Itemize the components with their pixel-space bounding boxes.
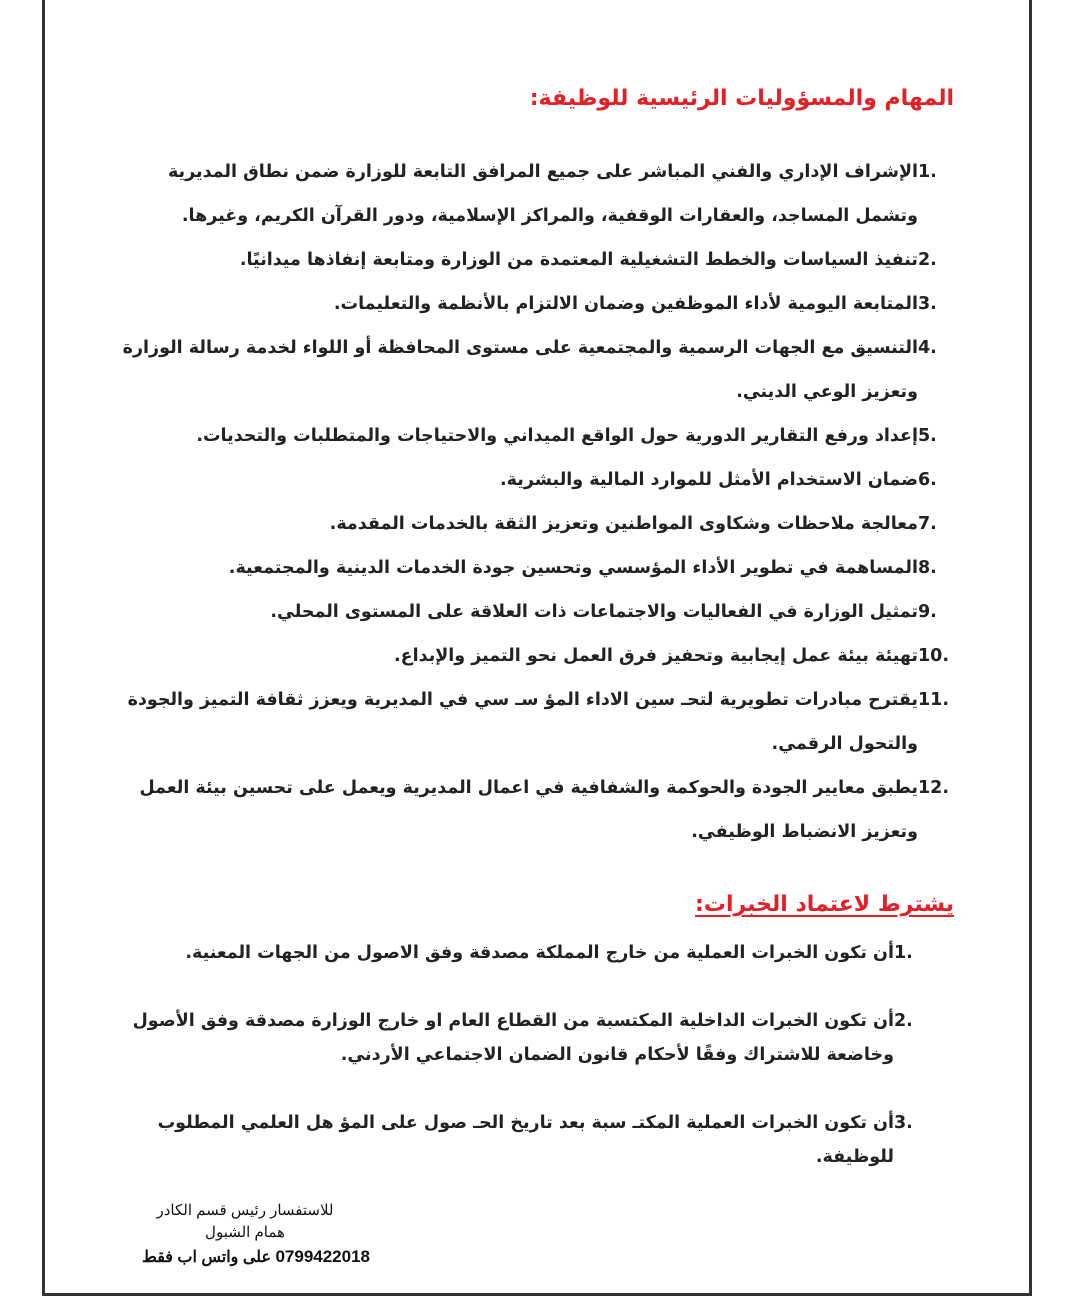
list-item: [122, 458, 954, 502]
list-item: [122, 1106, 938, 1174]
phone-note: على واتس اب فقط: [142, 1249, 271, 1266]
list-item: [122, 150, 954, 238]
list-item: [122, 502, 954, 546]
list-item: [122, 414, 954, 458]
list-item: [122, 678, 954, 766]
item-number: 1.: [894, 943, 913, 963]
item-number: 12.: [918, 778, 950, 798]
item-text: يقترح مبادرات تطويرية لتحـ سين الاداء المؤ سـ سي في المديرية ويعزز ثقافة التميز والجودة والتحول الرقمي.: [127, 690, 918, 754]
contact-block: [120, 1200, 370, 1271]
list-item: [122, 326, 954, 414]
item-text: معالجة ملاحظات وشكاوى المواطنين وتعزيز الثقة بالخدمات المقدمة.: [329, 514, 918, 534]
item-number: 1.: [918, 162, 937, 182]
item-number: 2.: [894, 1011, 913, 1031]
item-text: أن تكون الخبرات العملية المكتـ سبة بعد تاريخ الحـ صول على المؤ هل العلمي المطلوب للوظيفة.: [157, 1113, 894, 1167]
list-item: [122, 634, 954, 678]
item-text: تمثيل الوزارة في الفعاليات والاجتماعات ذات العلاقة على المستوى المحلي.: [270, 602, 918, 622]
item-number: 3.: [894, 1113, 913, 1133]
item-text: المساهمة في تطوير الأداء المؤسسي وتحسين جودة الخدمات الدينية والمجتمعية.: [228, 558, 918, 578]
item-number: 7.: [918, 514, 937, 534]
duties-list: [122, 150, 954, 854]
list-item: [122, 936, 938, 970]
item-text: الإشراف الإداري والفني المباشر على جميع المرافق التابعة للوزارة ضمن نطاق المديرية وتشمل المساجد، والعقارات الوقفية، والمراكز الإسلامية، ودور القرآن الكريم، وغيرها.: [167, 162, 918, 226]
duties-heading: المهام والمسؤوليات الرئيسية للوظيفة:: [529, 86, 954, 111]
list-item: [122, 282, 954, 326]
item-text: ضمان الاستخدام الأمثل للموارد المالية والبشرية.: [500, 470, 918, 490]
item-number: 10.: [918, 646, 950, 666]
item-number: 3.: [918, 294, 937, 314]
contact-name: همام الشبول: [205, 1224, 285, 1241]
item-text: أن تكون الخبرات العملية من خارج المملكة مصدقة وفق الاصول من الجهات المعنية.: [185, 943, 894, 963]
item-number: 9.: [918, 602, 937, 622]
list-item: [122, 766, 954, 854]
item-text: يطبق معايير الجودة والحوكمة والشفافية في اعمال المديرية ويعمل على تحسين بيئة العمل وتعزيز الانضباط الوظيفي.: [139, 778, 918, 842]
item-number: 4.: [918, 338, 937, 358]
item-number: 2.: [918, 250, 937, 270]
list-item: [122, 546, 954, 590]
item-text: تنفيذ السياسات والخطط التشغيلية المعتمدة من الوزارة ومتابعة إنفاذها ميدانيًا.: [239, 250, 918, 270]
requirements-heading: يشترط لاعتماد الخبرات:: [695, 892, 954, 917]
phone-number: 0799422018: [275, 1247, 370, 1266]
contact-title: للاستفسار رئيس قسم الكادر: [156, 1202, 334, 1219]
contact-phone-line: [120, 1244, 370, 1271]
item-text: أن تكون الخبرات الداخلية المكتسبة من القطاع العام او خارج الوزارة مصدقة وفق الأصول وخاضعة للاشتراك وفقًا لأحكام قانون الضمان الاجتماعي الأردني.: [132, 1011, 894, 1065]
list-item: [122, 238, 954, 282]
requirements-list: [122, 936, 938, 1208]
item-number: 11.: [918, 690, 950, 710]
item-number: 8.: [918, 558, 937, 578]
item-text: تهيئة بيئة عمل إيجابية وتحفيز فرق العمل نحو التميز والإبداع.: [393, 646, 918, 666]
item-text: التنسيق مع الجهات الرسمية والمجتمعية على مستوى المحافظة أو اللواء لخدمة رسالة الوزارة وتعزيز الوعي الديني.: [122, 338, 918, 402]
item-text: إعداد ورفع التقارير الدورية حول الواقع الميداني والاحتياجات والمتطلبات والتحديات.: [196, 426, 918, 446]
list-item: [122, 590, 954, 634]
list-item: [122, 1004, 938, 1072]
item-text: المتابعة اليومية لأداء الموظفين وضمان الالتزام بالأنظمة والتعليمات.: [333, 294, 918, 314]
item-number: 5.: [918, 426, 937, 446]
item-number: 6.: [918, 470, 937, 490]
